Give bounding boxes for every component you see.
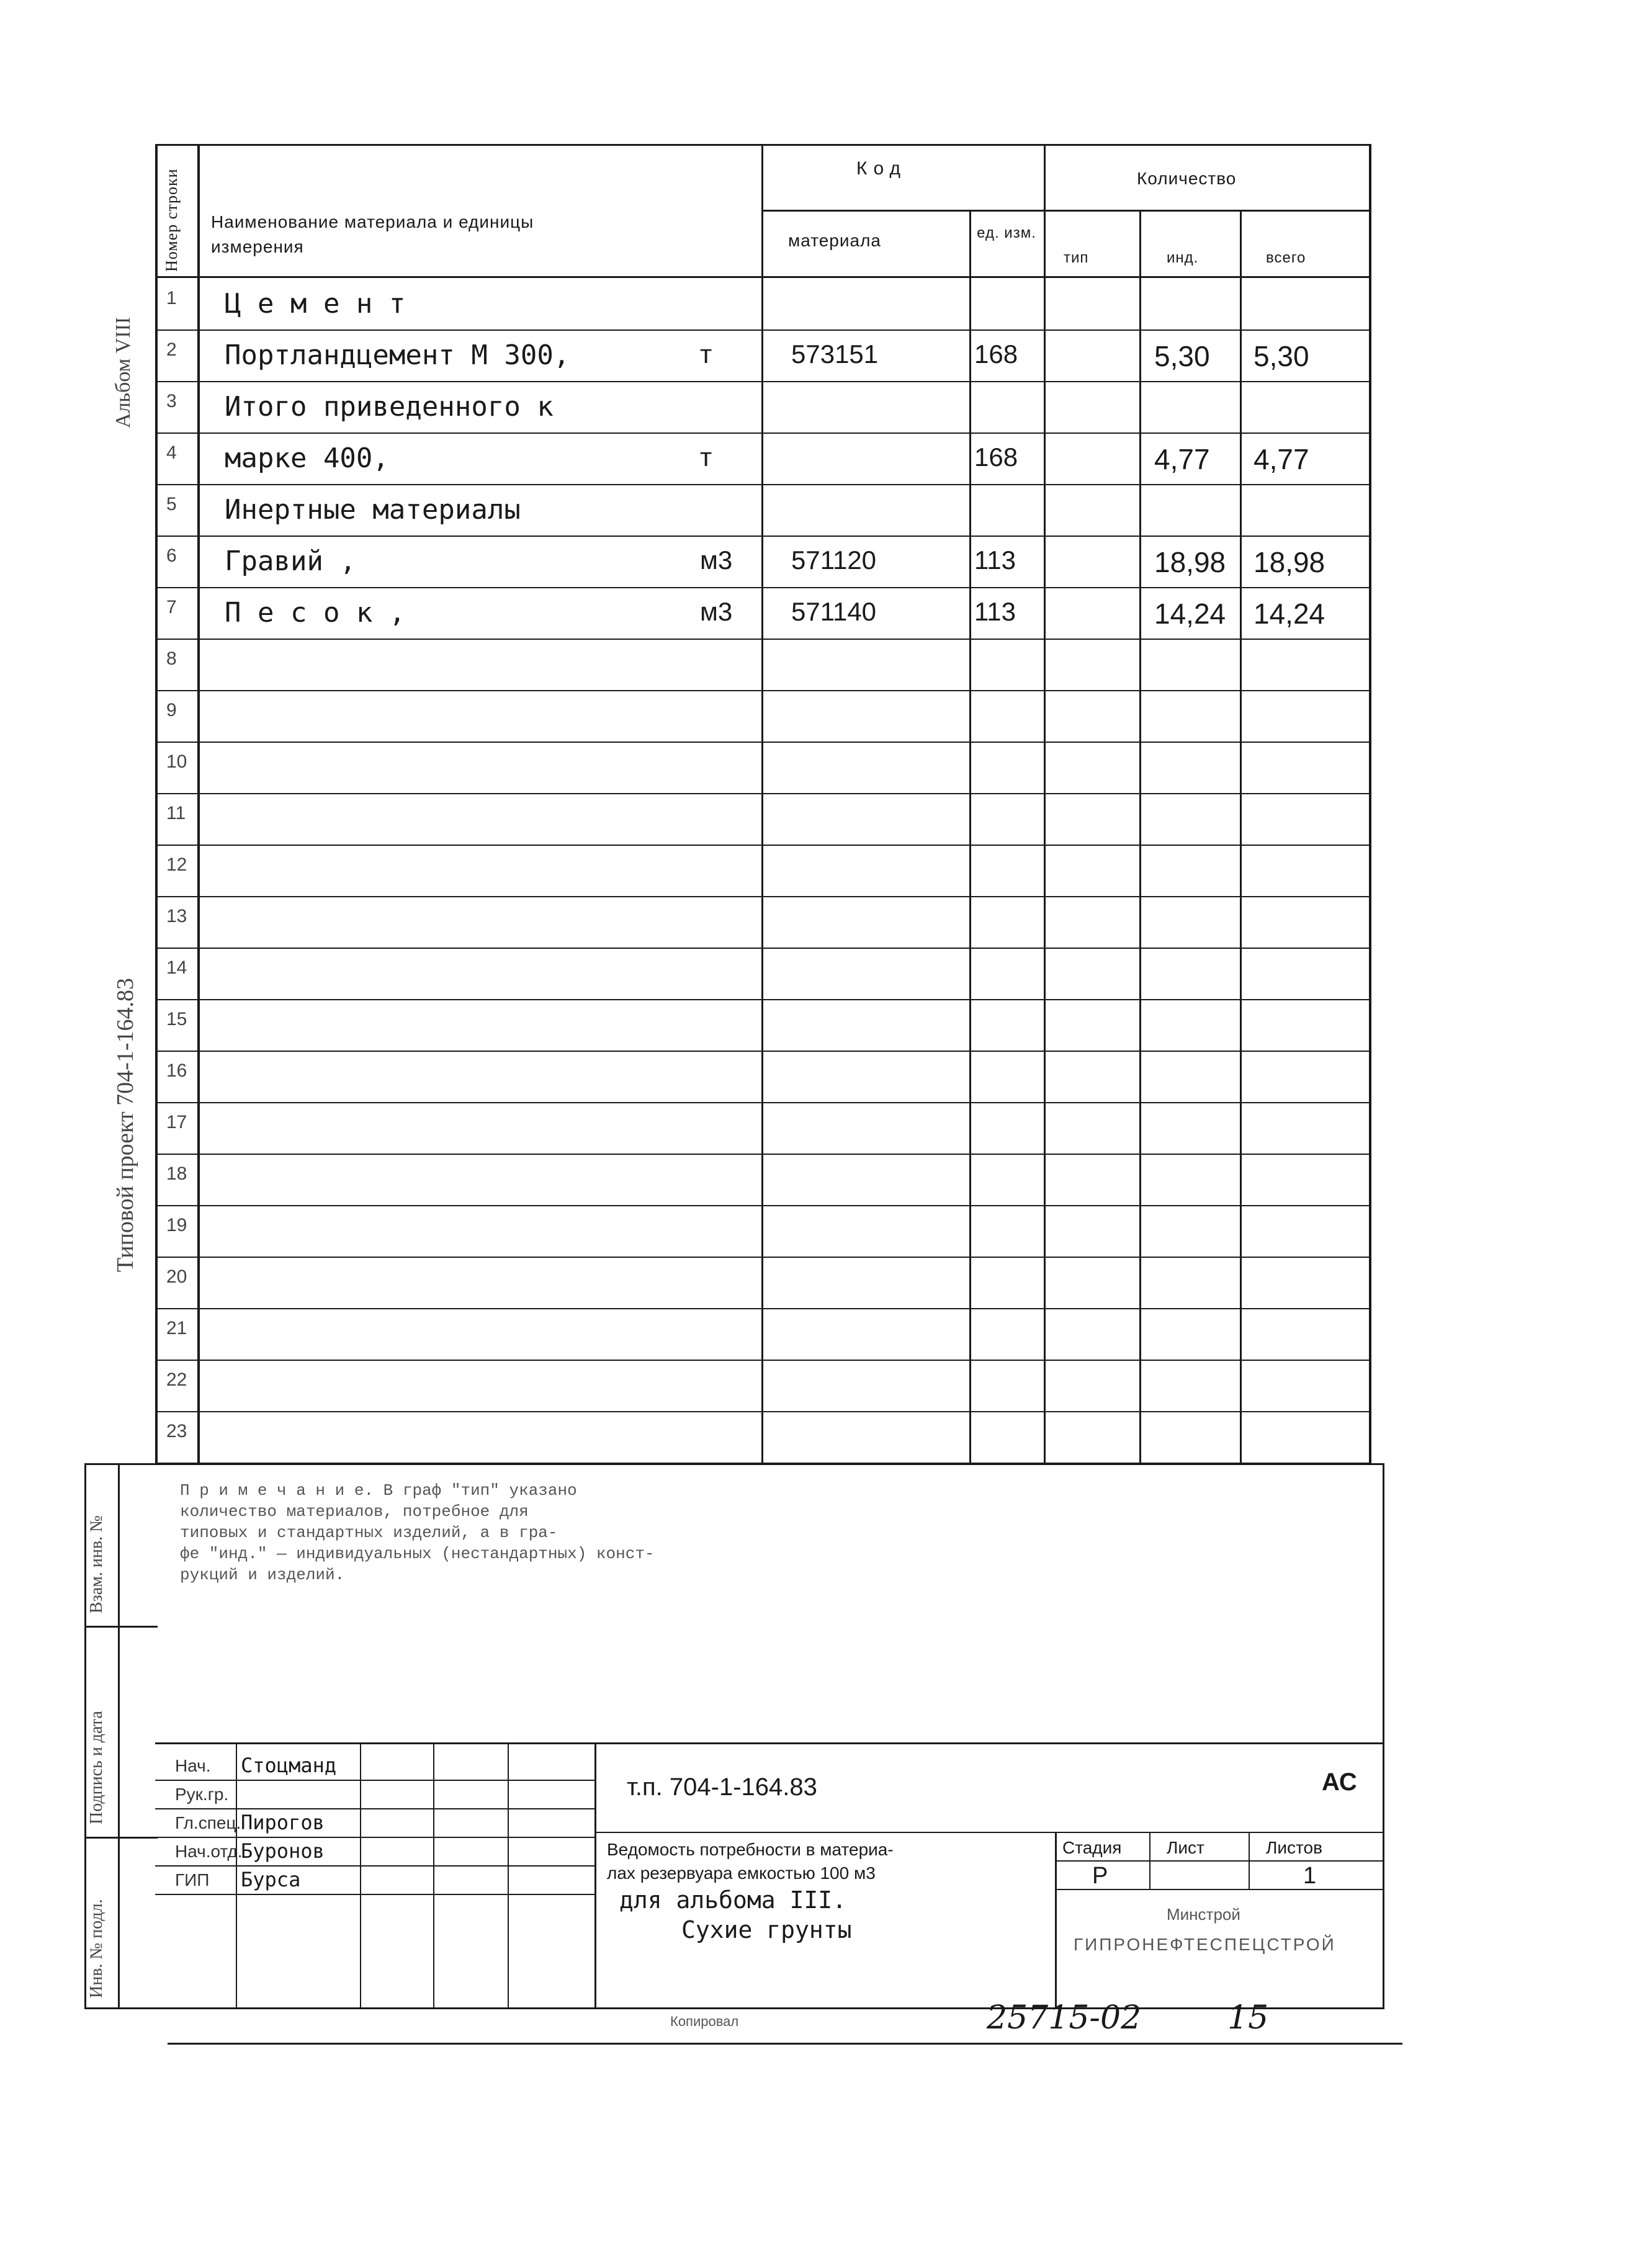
row-qty-ind: 18,98 [1154, 546, 1226, 578]
row-line [155, 999, 1371, 1000]
row-material-name: Инертные материалы [225, 494, 521, 526]
row-number: 23 [166, 1421, 187, 1441]
row-line [155, 845, 1371, 846]
row-qty-ind: 5,30 [1154, 340, 1210, 372]
row-number: 11 [166, 803, 186, 823]
org-line-1: Минстрой [1167, 1905, 1240, 1924]
header-qty-typ: тип [1064, 249, 1089, 266]
row-line [155, 381, 1371, 382]
sheets-value: 1 [1303, 1863, 1317, 1889]
note-line: рукций и изделий. [180, 1566, 345, 1584]
row-number: 7 [166, 597, 177, 617]
header-quantity: Количество [1137, 169, 1237, 188]
doc-title-line: Ведомость потребности в материа- [607, 1840, 894, 1859]
signature-role: Нач. [175, 1756, 211, 1775]
row-material-code: 573151 [791, 339, 879, 369]
row-line [155, 690, 1371, 691]
row-number: 19 [166, 1215, 187, 1235]
row-unit: м3 [700, 545, 733, 575]
page-number: 15 [1227, 1999, 1269, 2037]
stage-value: Р [1092, 1863, 1108, 1889]
row-line [155, 329, 1371, 331]
row-number: 13 [166, 906, 187, 926]
row-number: 14 [166, 957, 187, 978]
footer-rule [168, 2043, 1402, 2045]
row-line [155, 793, 1371, 794]
sheets-label: Листов [1266, 1838, 1322, 1857]
row-line [155, 1308, 1371, 1309]
row-material-name: П е с о к , [225, 597, 406, 629]
org-line-2: ГИПРОНЕФТЕСПЕЦСТРОЙ [1074, 1935, 1336, 1954]
row-number: 1 [166, 288, 177, 308]
signature-row-line [155, 1837, 594, 1838]
row-line [155, 1051, 1371, 1052]
row-material-name: Итого приведенного к [225, 391, 554, 423]
row-unit-code: 113 [974, 545, 1016, 575]
row-number: 10 [166, 751, 187, 772]
row-line [155, 639, 1371, 640]
signature-role: Рук.гр. [175, 1785, 229, 1804]
row-unit-code: 168 [974, 339, 1018, 369]
doc-mark: АС [1322, 1768, 1357, 1796]
row-number: 18 [166, 1163, 187, 1184]
row-line [155, 1360, 1371, 1361]
row-unit: т [700, 442, 712, 472]
signature-name: Буронов [241, 1839, 325, 1863]
stamp-replace: Взам. инв. № [87, 1515, 106, 1613]
signature-role: Гл.спец. [175, 1813, 241, 1832]
doc-title [607, 1838, 1054, 1945]
doc-title-line: Сухие грунты [681, 1916, 852, 1943]
row-number: 22 [166, 1369, 187, 1390]
header-qty-total: всего [1266, 249, 1306, 266]
row-unit: м3 [700, 597, 733, 626]
stage-label: Стадия [1062, 1838, 1122, 1857]
row-line [155, 536, 1371, 537]
row-line [155, 433, 1371, 434]
header-qty-ind: инд. [1167, 249, 1199, 266]
note-text [180, 1480, 655, 1585]
row-number: 15 [166, 1009, 187, 1029]
note-line: количество материалов, потребное для [180, 1502, 529, 1521]
row-number: 16 [166, 1060, 187, 1081]
signature-row-line [155, 1780, 594, 1781]
row-number: 2 [166, 339, 177, 360]
header-code-material: материала [788, 231, 881, 250]
signature-row-line [155, 1865, 594, 1867]
row-line [155, 1411, 1371, 1412]
archive-number: 25715-02 [987, 1999, 1142, 2037]
row-unit: т [700, 339, 712, 369]
row-line [155, 948, 1371, 949]
margin-project: Типовой проект 704-1-164.83 [112, 978, 138, 1272]
doc-title-line: для альбома III. [619, 1886, 847, 1914]
doc-code: т.п. 704-1-164.83 [627, 1773, 817, 1801]
row-line [155, 742, 1371, 743]
row-qty-total: 5,30 [1254, 340, 1309, 372]
header-name-line: Наименование материала и единицы измерения [211, 212, 534, 256]
row-number: 20 [166, 1266, 187, 1287]
stamp-signature: Подпись и дата [87, 1711, 106, 1824]
row-line [155, 1102, 1371, 1103]
row-number: 6 [166, 545, 177, 566]
note-line: типовых и стандартных изделий, а в гра- [180, 1523, 558, 1542]
row-qty-ind: 14,24 [1154, 598, 1226, 630]
note-line: П р и м е ч а н и е. В граф "тип" указано [180, 1481, 577, 1500]
row-number: 4 [166, 442, 177, 463]
stamp-inventory: Инв. № подл. [87, 1899, 106, 1998]
signature-row-line [155, 1894, 594, 1895]
row-number: 3 [166, 391, 177, 411]
copied-label: Копировал [670, 2014, 739, 2029]
row-number: 9 [166, 700, 177, 720]
signature-name: Бурса [241, 1868, 301, 1891]
row-line [155, 1205, 1371, 1206]
signature-name: Стоцманд [241, 1754, 337, 1777]
signature-role: ГИП [175, 1870, 210, 1889]
row-line [155, 1257, 1371, 1258]
signature-name: Пирогов [241, 1811, 325, 1834]
row-material-name: марке 400, [225, 442, 389, 474]
header-code-unit: ед. изм. [977, 225, 1036, 241]
margin-appendix: Альбом VIII [112, 316, 135, 428]
row-number: 17 [166, 1112, 187, 1132]
signature-row-line [155, 1808, 594, 1809]
row-line [155, 484, 1371, 485]
header-row-number: Номер строки [163, 168, 181, 272]
row-material-name: Ц е м е н т [225, 288, 406, 320]
header-code: Код [856, 158, 907, 179]
row-material-name: Гравий , [225, 545, 356, 577]
row-unit-code: 113 [974, 597, 1016, 626]
row-number: 8 [166, 648, 177, 669]
row-qty-total: 4,77 [1254, 443, 1309, 475]
row-number: 12 [166, 854, 187, 875]
row-qty-ind: 4,77 [1154, 443, 1210, 475]
row-number: 5 [166, 494, 177, 514]
doc-title-line: лах резервуара емкостью 100 м3 [607, 1863, 876, 1883]
row-qty-total: 18,98 [1254, 546, 1325, 578]
row-unit-code: 168 [974, 442, 1018, 472]
sheet-label: Лист [1167, 1838, 1204, 1857]
signature-role: Нач.отд. [175, 1842, 243, 1861]
note-line: фе "инд." — индивидуальных (нестандартных) конст- [180, 1544, 655, 1563]
row-number: 21 [166, 1318, 187, 1338]
row-line [155, 1154, 1371, 1155]
row-material-code: 571140 [791, 597, 877, 626]
row-material-code: 571120 [791, 545, 877, 575]
row-qty-total: 14,24 [1254, 598, 1325, 630]
row-material-name: Портландцемент М 300, [225, 339, 570, 371]
row-line [155, 896, 1371, 897]
row-line [155, 587, 1371, 588]
